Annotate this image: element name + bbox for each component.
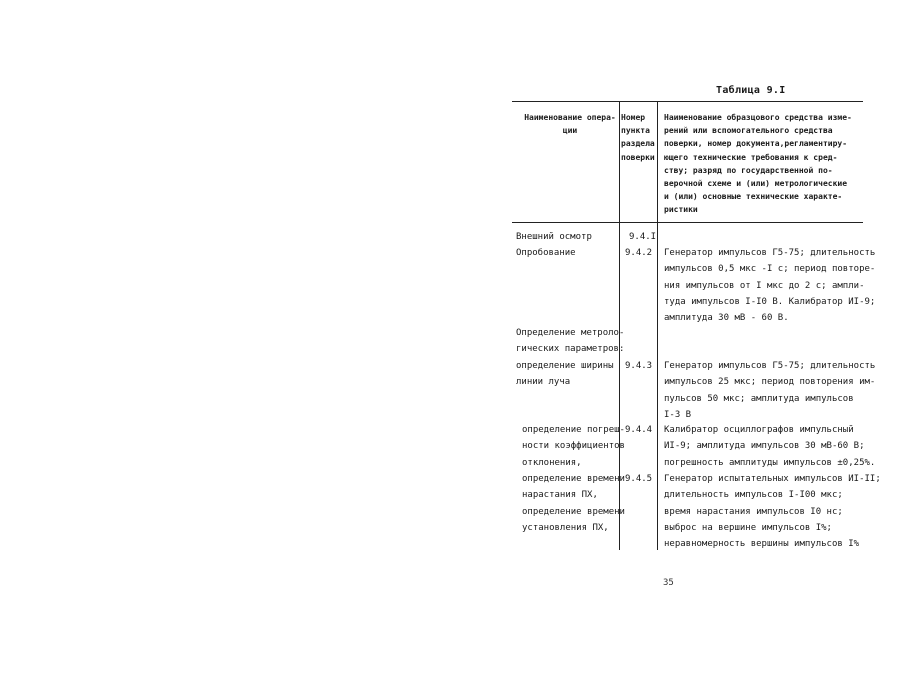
table-row: определение времени нарастания ПХ, определение времени установления ПХ, — [522, 471, 625, 536]
operation-name: Внешний осмотр — [516, 232, 592, 242]
table-row — [516, 229, 592, 245]
table-row: Определение метроло- гических параметров: определение ширины линии луча — [516, 325, 624, 390]
item-number: 9.4.5 — [625, 474, 653, 484]
table-caption: Таблица 9.I — [716, 85, 786, 96]
equipment-description: Генератор испытательных импульсов ИI-II; длительность импульсов I-I00 мкс; время нарастания импульсов I0 нс; выброс на вершине импульсов I%; неравномерность вершины импульсов I% — [664, 474, 881, 550]
equipment-description: Генератор импульсов Г5-75; длительность импульсов 25 мкс; период повторения им- пульсов 50 мкс; амплитуда импульсов I-3 В — [664, 361, 876, 420]
column-divider-2 — [657, 101, 658, 550]
operation-name: определение погреш- — [522, 425, 625, 435]
item-number: 9.4.2 — [625, 248, 653, 258]
equipment-description: Генератор импульсов Г5-75; длительность импульсов 0,5 мкс -I с; период повторе- ния импульсов от I мкс до 2 с; ампли- туда импульсов I-I0 В. Калибратор ИI-9; амплитуда 30 мВ - 60 В. — [664, 248, 876, 324]
operation-name: определение времени — [522, 474, 625, 484]
page-number: 35 — [663, 578, 674, 588]
item-number: 9.4.4 — [625, 425, 653, 435]
operation-name: Опробование — [516, 248, 576, 258]
operation-name: Определение метроло- — [516, 328, 625, 338]
header-operation: Наименование опера- ции — [524, 113, 616, 136]
header-equipment: Наименование образцового средства изме- рений или вспомогательного средства поверки, номер документа,регламентиру- ющего технические требования к сред- ству; разряд по государственной по- верочной схеме и (или) метрологические и (или) основные технические характе- ристики — [664, 113, 852, 215]
table-row — [516, 245, 576, 261]
table-top-rule — [512, 101, 863, 102]
item-number: 9.4.3 — [625, 361, 653, 371]
item-number: 9.4.I — [629, 232, 657, 242]
table-row: определение погреш- ности коэффициентов отклонения, — [522, 422, 625, 471]
table-header-rule — [512, 222, 863, 223]
equipment-description: Калибратор осциллографов импульсный ИI-9; амплитуда импульсов 30 мВ-60 В; погрешность амплитуды импульсов ±0,25%. — [664, 425, 876, 468]
header-item-number: Номер пункта раздела поверки — [621, 113, 655, 162]
